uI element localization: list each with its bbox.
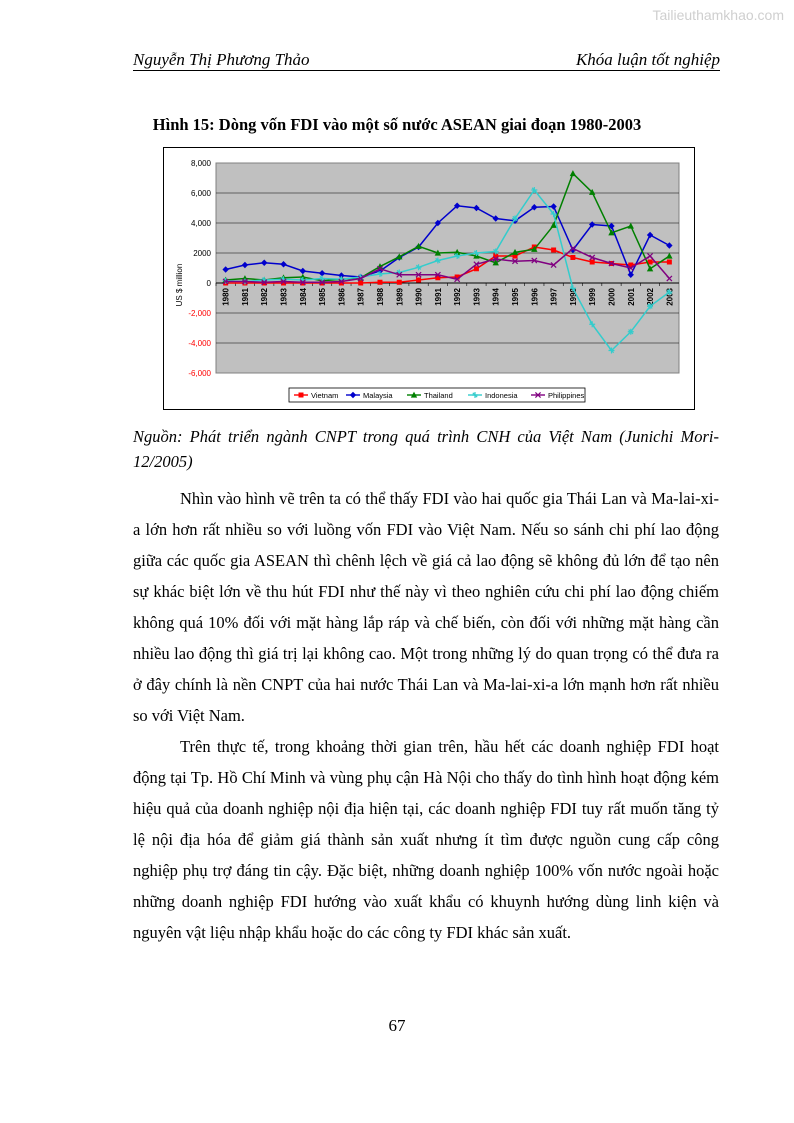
x-tick-label: 1998	[568, 288, 578, 306]
x-tick-label: 1995	[511, 288, 521, 306]
y-tick-label: 6,000	[190, 189, 211, 198]
x-tick-label: 1988	[375, 288, 385, 306]
x-tick-label: 2001	[626, 288, 636, 306]
y-tick-label: 0	[206, 279, 211, 288]
x-tick-label: 1999	[588, 288, 598, 306]
paragraph-2: Trên thực tế, trong khoảng thời gian trên, hầu hết các doanh nghiệp FDI hoạt động tại Tp. Hồ Chí Minh và vùng phụ cận Hà Nội cho thấy do tình hình hoạt động kém hiệu quả của doanh nghiệp nội địa hiện tại, các doanh nghiệp FDI tuy rất muốn tăng tỷ lệ nội địa hóa để giảm giá thành sản xuất nhưng ít tìm được nguồn cung cấp công nghiệp phụ trợ đáng tin cậy. Đặc biệt, những doanh nghiệp 100% vốn nước ngoài hoặc những doanh nghiệp FDI hướng vào xuất khẩu có khuynh hướng dùng linh kiện và nguyên vật liệu nhập khẩu hoặc do các công ty FDI khác sản xuất.	[133, 737, 719, 942]
chart-svg	[163, 147, 695, 410]
x-tick-label: 1991	[433, 288, 443, 306]
x-tick-label: 1981	[240, 288, 250, 306]
point-vietnam	[667, 260, 672, 265]
y-tick-label: -2,000	[188, 309, 211, 318]
y-tick-label: 2000	[193, 249, 211, 258]
x-tick-label: 1996	[530, 288, 540, 306]
paragraph-1: Nhìn vào hình vẽ trên ta có thể thấy FDI vào hai quốc gia Thái Lan và Ma-lai-xi-a lớn hơn rất nhiều so với luồng vốn FDI vào Việt Nam. Nếu so sánh chi phí lao động giữa các quốc gia ASEAN thì chênh lệch về giá cả lao động sẽ không đủ lớn để tạo nên sự khác biệt lớn về thu hút FDI như thế này vì theo nghiên cứu chi phí lao động chiếm không quá 10% đối với mặt hàng lắp ráp và chế biến, còn đối với những mặt hàng cần nhiều lao động thì giá trị lại không cao. Một trong những lý do quan trọng có thể đưa ra ở đây chính là nền CNPT của hai nước Thái Lan và Ma-lai-xi-a lớn mạnh hơn rất nhiều so với Việt Nam.	[133, 489, 719, 725]
legend-marker-vietnam	[299, 393, 304, 398]
y-axis-label: US $ million	[175, 263, 184, 307]
y-tick-label: -6,000	[188, 369, 211, 378]
legend-label-thailand: Thailand	[424, 391, 453, 400]
x-tick-label: 1994	[491, 288, 501, 306]
x-tick-label: 1985	[318, 288, 328, 306]
point-vietnam	[551, 248, 556, 253]
x-tick-label: 1980	[221, 288, 231, 306]
x-tick-label: 1983	[279, 288, 289, 306]
x-tick-label: 1997	[549, 288, 559, 306]
plot-area	[216, 163, 679, 373]
page-number: 67	[388, 1016, 406, 1035]
point-vietnam	[397, 280, 402, 285]
x-tick-label: 1984	[298, 288, 308, 306]
y-tick-label: -4,000	[188, 339, 211, 348]
x-tick-label: 1992	[453, 288, 463, 306]
point-vietnam	[590, 260, 595, 265]
x-tick-label: 1993	[472, 288, 482, 306]
x-tick-label: 2002	[646, 288, 656, 306]
legend-label-vietnam: Vietnam	[311, 391, 339, 400]
x-tick-label: 1989	[395, 288, 405, 306]
point-vietnam	[570, 255, 575, 260]
page-header	[133, 50, 720, 71]
x-tick-label: 1990	[414, 288, 424, 306]
legend-label-malaysia: Malaysia	[363, 391, 393, 400]
x-tick-label: 1987	[356, 288, 366, 306]
y-tick-label: 8,000	[190, 159, 211, 168]
legend-label-philippines: Philippines	[548, 391, 585, 400]
x-tick-label: 2000	[607, 288, 617, 306]
x-tick-label: 1986	[337, 288, 347, 306]
point-vietnam	[377, 280, 382, 285]
point-vietnam	[474, 266, 479, 271]
legend-label-indonesia: Indonesia	[485, 391, 518, 400]
point-vietnam	[358, 281, 363, 286]
x-tick-label: 2003	[665, 288, 675, 306]
figure-title: Hình 15: Dòng vốn FDI vào một số nước ASEAN giai đoạn 1980-2003	[152, 115, 642, 134]
figure-source: Nguồn: Phát triển ngành CNPT trong quá trình CNH của Việt Nam (Junichi Mori-12/2005)	[133, 427, 719, 471]
header-doc-type: Khóa luận tốt nghiệp	[575, 50, 720, 69]
x-tick-label: 1982	[260, 288, 270, 306]
y-tick-label: 4,000	[190, 219, 211, 228]
header-author: Nguyễn Thị Phương Thảo	[133, 50, 310, 69]
watermark: Tailieuthamkhao.com	[652, 7, 784, 23]
point-vietnam	[416, 278, 421, 283]
fdi-line-chart	[163, 147, 695, 410]
